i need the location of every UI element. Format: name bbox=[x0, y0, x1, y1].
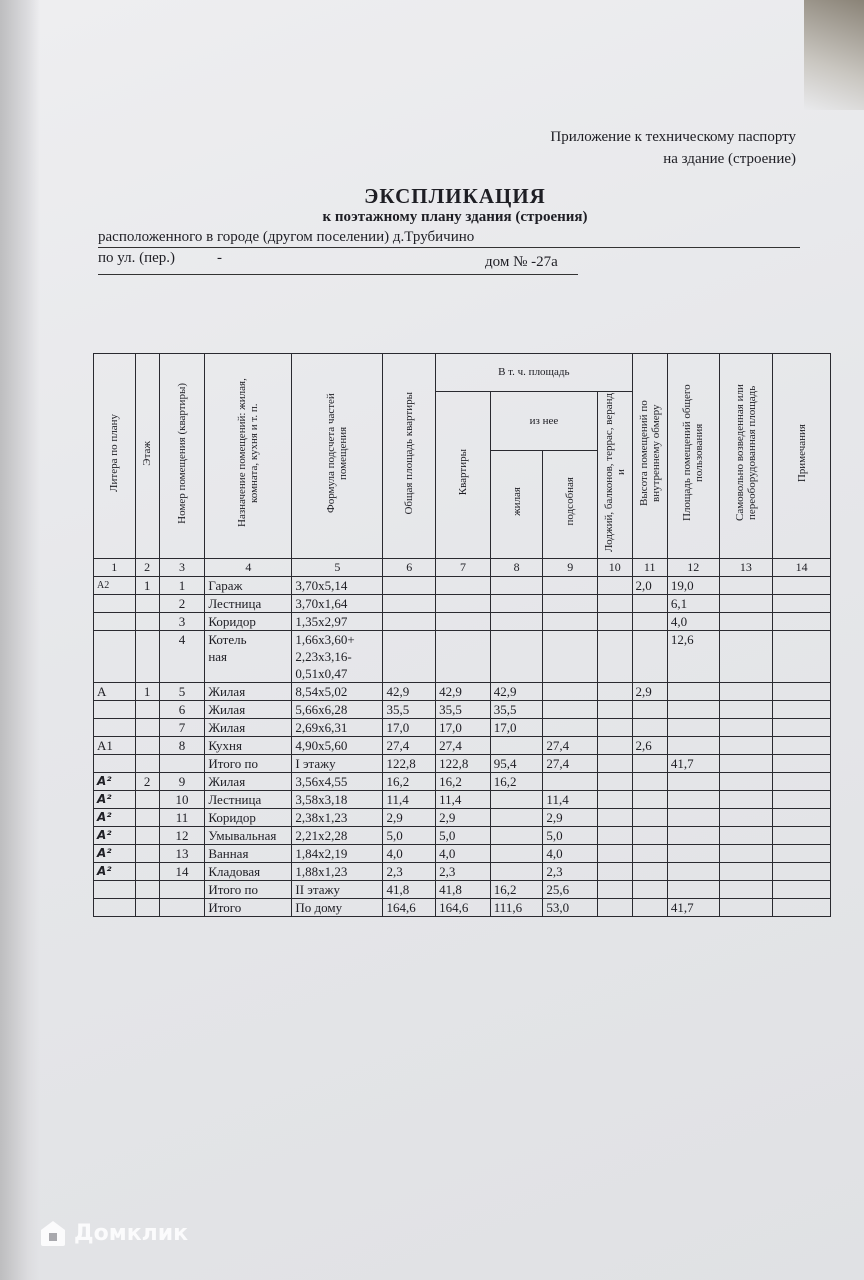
cell-apartment-area: 16,2 bbox=[436, 773, 491, 791]
cell-apartment-area: 35,5 bbox=[436, 701, 491, 719]
cell-apartment-area: 164,6 bbox=[436, 899, 491, 917]
table-row bbox=[94, 577, 831, 595]
cell-height bbox=[632, 881, 667, 899]
cell-room-number: 4 bbox=[159, 631, 205, 683]
cell-loggia-area bbox=[598, 863, 632, 881]
col-header-litera: Литера по плану bbox=[94, 354, 136, 559]
cell-notes bbox=[773, 755, 831, 773]
cell-apartment-area: 4,0 bbox=[436, 845, 491, 863]
cell-formula: 1,88х1,23 bbox=[292, 863, 383, 881]
col-header-room: Номер помещения (квартиры) bbox=[159, 354, 205, 559]
cell-auxiliary-area: 11,4 bbox=[543, 791, 598, 809]
cell-unauthorized bbox=[719, 791, 773, 809]
cell-height bbox=[632, 755, 667, 773]
table-row bbox=[94, 595, 831, 613]
cell-notes bbox=[773, 701, 831, 719]
cell-auxiliary-area bbox=[543, 613, 598, 631]
cell-apartment-area bbox=[436, 577, 491, 595]
cell-formula: 4,90х5,60 bbox=[292, 737, 383, 755]
cell-floor bbox=[135, 899, 159, 917]
cell-formula: 5,66х6,28 bbox=[292, 701, 383, 719]
table-row bbox=[94, 809, 831, 827]
table-row bbox=[94, 683, 831, 701]
col-header-common-area: Площадь помещений общего пользования bbox=[667, 354, 719, 559]
cell-formula: 8,54х5,02 bbox=[292, 683, 383, 701]
cell-purpose: Коридор bbox=[205, 613, 292, 631]
cell-apartment-area: 2,9 bbox=[436, 809, 491, 827]
cell-common-area bbox=[667, 881, 719, 899]
col-header-subgroup: из нее bbox=[490, 392, 597, 451]
cell-auxiliary-area bbox=[543, 631, 598, 683]
cell-living-area: 42,9 bbox=[490, 683, 543, 701]
cell-formula: 1,35х2,97 bbox=[292, 613, 383, 631]
cell-loggia-area bbox=[598, 881, 632, 899]
table-row bbox=[94, 701, 831, 719]
cell-common-area bbox=[667, 683, 719, 701]
cell-unauthorized bbox=[719, 809, 773, 827]
cell-common-area bbox=[667, 719, 719, 737]
cell-total-area: 4,0 bbox=[383, 845, 436, 863]
cell-purpose: Лестница bbox=[205, 791, 292, 809]
cell-total-area: 2,3 bbox=[383, 863, 436, 881]
cell-total-area: 41,8 bbox=[383, 881, 436, 899]
cell-litera: А2 bbox=[94, 577, 136, 595]
table-row bbox=[94, 899, 831, 917]
cell-room-number: 12 bbox=[159, 827, 205, 845]
cell-unauthorized bbox=[719, 683, 773, 701]
cell-total-area: 5,0 bbox=[383, 827, 436, 845]
cell-common-area bbox=[667, 809, 719, 827]
cell-height bbox=[632, 791, 667, 809]
col-header-loggia: Лоджий, балконов, террас, веранд и bbox=[598, 392, 632, 559]
cell-auxiliary-area bbox=[543, 595, 598, 613]
cell-notes bbox=[773, 613, 831, 631]
cell-living-area bbox=[490, 577, 543, 595]
cell-total-area: 2,9 bbox=[383, 809, 436, 827]
cell-common-area bbox=[667, 791, 719, 809]
cell-notes bbox=[773, 595, 831, 613]
cell-purpose: Жилая bbox=[205, 719, 292, 737]
cell-auxiliary-area bbox=[543, 719, 598, 737]
cell-living-area: 111,6 bbox=[490, 899, 543, 917]
cell-total-area bbox=[383, 577, 436, 595]
explication-table bbox=[93, 353, 831, 917]
cell-auxiliary-area bbox=[543, 701, 598, 719]
cell-formula: 3,58х3,18 bbox=[292, 791, 383, 809]
table-row bbox=[94, 881, 831, 899]
cell-room-number: 10 bbox=[159, 791, 205, 809]
cell-unauthorized bbox=[719, 701, 773, 719]
cell-apartment-area: 2,3 bbox=[436, 863, 491, 881]
table-row bbox=[94, 827, 831, 845]
cell-common-area bbox=[667, 701, 719, 719]
house-number: дом № -27а bbox=[485, 254, 558, 270]
cell-litera: А² bbox=[94, 773, 136, 791]
cell-formula: 3,70х1,64 bbox=[292, 595, 383, 613]
cell-notes bbox=[773, 881, 831, 899]
cell-common-area: 19,0 bbox=[667, 577, 719, 595]
cell-litera bbox=[94, 631, 136, 683]
cell-auxiliary-area: 4,0 bbox=[543, 845, 598, 863]
cell-apartment-area: 27,4 bbox=[436, 737, 491, 755]
cell-purpose: Гараж bbox=[205, 577, 292, 595]
cell-notes bbox=[773, 719, 831, 737]
col-header-height: Высота помещений по внутреннему обмеру bbox=[632, 354, 667, 559]
cell-apartment-area: 5,0 bbox=[436, 827, 491, 845]
cell-living-area: 16,2 bbox=[490, 773, 543, 791]
cell-room-number: 9 bbox=[159, 773, 205, 791]
cell-loggia-area bbox=[598, 773, 632, 791]
cell-living-area: 95,4 bbox=[490, 755, 543, 773]
cell-formula: I этажу bbox=[292, 755, 383, 773]
cell-notes bbox=[773, 683, 831, 701]
cell-total-area bbox=[383, 631, 436, 683]
cell-loggia-area bbox=[598, 613, 632, 631]
cell-unauthorized bbox=[719, 845, 773, 863]
cell-unauthorized bbox=[719, 613, 773, 631]
cell-formula: 3,70х5,14 bbox=[292, 577, 383, 595]
cell-common-area bbox=[667, 773, 719, 791]
cell-height bbox=[632, 863, 667, 881]
cell-notes bbox=[773, 737, 831, 755]
cell-purpose: Жилая bbox=[205, 701, 292, 719]
cell-floor bbox=[135, 809, 159, 827]
table-row bbox=[94, 791, 831, 809]
column-numbers-row: 1 2 3 4 5 6 7 8 9 10 11 12 13 14 bbox=[94, 559, 831, 577]
col-header-unauthorized: Самовольно возведенная или переоборудованная площадь bbox=[719, 354, 773, 559]
cell-room-number bbox=[159, 755, 205, 773]
cell-height bbox=[632, 845, 667, 863]
cell-total-area: 42,9 bbox=[383, 683, 436, 701]
cell-purpose: Лестница bbox=[205, 595, 292, 613]
cell-loggia-area bbox=[598, 701, 632, 719]
cell-room-number: 13 bbox=[159, 845, 205, 863]
cell-height bbox=[632, 719, 667, 737]
cell-living-area: 17,0 bbox=[490, 719, 543, 737]
cell-loggia-area bbox=[598, 683, 632, 701]
table-row bbox=[94, 613, 831, 631]
cell-notes bbox=[773, 845, 831, 863]
appendix-note bbox=[550, 126, 796, 170]
cell-total-area: 27,4 bbox=[383, 737, 436, 755]
domclick-watermark bbox=[38, 1218, 188, 1248]
cell-litera bbox=[94, 595, 136, 613]
cell-room-number: 11 bbox=[159, 809, 205, 827]
cell-total-area: 17,0 bbox=[383, 719, 436, 737]
cell-height bbox=[632, 701, 667, 719]
cell-height bbox=[632, 613, 667, 631]
cell-unauthorized bbox=[719, 827, 773, 845]
cell-living-area bbox=[490, 863, 543, 881]
cell-common-area: 41,7 bbox=[667, 755, 719, 773]
cell-living-area bbox=[490, 809, 543, 827]
cell-litera bbox=[94, 613, 136, 631]
cell-living-area bbox=[490, 595, 543, 613]
cell-living-area bbox=[490, 827, 543, 845]
cell-litera: А bbox=[94, 683, 136, 701]
cell-height: 2,0 bbox=[632, 577, 667, 595]
cell-total-area: 11,4 bbox=[383, 791, 436, 809]
cell-height bbox=[632, 899, 667, 917]
col-header-group: В т. ч. площадь bbox=[436, 354, 632, 392]
table-row bbox=[94, 863, 831, 881]
cell-loggia-area bbox=[598, 791, 632, 809]
cell-litera: А² bbox=[94, 845, 136, 863]
cell-living-area bbox=[490, 737, 543, 755]
page-corner bbox=[804, 0, 864, 110]
cell-floor bbox=[135, 863, 159, 881]
cell-common-area bbox=[667, 845, 719, 863]
cell-purpose: Жилая bbox=[205, 773, 292, 791]
page-subtitle: к поэтажному плану здания (строения) bbox=[322, 209, 588, 225]
cell-notes bbox=[773, 773, 831, 791]
table-row bbox=[94, 719, 831, 737]
cell-living-area bbox=[490, 631, 543, 683]
cell-height bbox=[632, 595, 667, 613]
cell-room-number: 2 bbox=[159, 595, 205, 613]
cell-common-area: 12,6 bbox=[667, 631, 719, 683]
cell-auxiliary-area: 25,6 bbox=[543, 881, 598, 899]
appendix-line-1: Приложение к техническому паспорту bbox=[550, 129, 796, 145]
cell-height: 2,9 bbox=[632, 683, 667, 701]
cell-floor bbox=[135, 719, 159, 737]
col-header-apartment: Квартиры bbox=[436, 392, 491, 559]
cell-auxiliary-area bbox=[543, 683, 598, 701]
cell-loggia-area bbox=[598, 755, 632, 773]
cell-floor bbox=[135, 595, 159, 613]
cell-formula: 3,56х4,55 bbox=[292, 773, 383, 791]
table-row bbox=[94, 773, 831, 791]
cell-notes bbox=[773, 809, 831, 827]
cell-litera bbox=[94, 701, 136, 719]
table-body bbox=[94, 577, 831, 917]
cell-room-number bbox=[159, 881, 205, 899]
cell-floor: 1 bbox=[135, 577, 159, 595]
cell-room-number bbox=[159, 899, 205, 917]
cell-formula: 2,69х6,31 bbox=[292, 719, 383, 737]
cell-total-area: 122,8 bbox=[383, 755, 436, 773]
cell-loggia-area bbox=[598, 631, 632, 683]
cell-litera bbox=[94, 755, 136, 773]
cell-unauthorized bbox=[719, 631, 773, 683]
cell-height bbox=[632, 809, 667, 827]
cell-room-number: 1 bbox=[159, 577, 205, 595]
cell-total-area: 35,5 bbox=[383, 701, 436, 719]
col-header-floor: Этаж bbox=[135, 354, 159, 559]
cell-unauthorized bbox=[719, 577, 773, 595]
cell-living-area bbox=[490, 613, 543, 631]
cell-apartment-area: 122,8 bbox=[436, 755, 491, 773]
cell-loggia-area bbox=[598, 809, 632, 827]
cell-common-area: 6,1 bbox=[667, 595, 719, 613]
page-title: ЭКСПЛИКАЦИЯ bbox=[364, 184, 546, 208]
cell-floor bbox=[135, 791, 159, 809]
cell-loggia-area bbox=[598, 827, 632, 845]
cell-loggia-area bbox=[598, 595, 632, 613]
cell-purpose: Итого bbox=[205, 899, 292, 917]
cell-living-area: 35,5 bbox=[490, 701, 543, 719]
table-row bbox=[94, 845, 831, 863]
cell-auxiliary-area: 5,0 bbox=[543, 827, 598, 845]
cell-auxiliary-area: 53,0 bbox=[543, 899, 598, 917]
cell-total-area bbox=[383, 595, 436, 613]
cell-floor: 1 bbox=[135, 683, 159, 701]
cell-loggia-area bbox=[598, 737, 632, 755]
cell-floor bbox=[135, 881, 159, 899]
cell-height bbox=[632, 631, 667, 683]
cell-litera: А² bbox=[94, 809, 136, 827]
cell-notes bbox=[773, 863, 831, 881]
cell-notes bbox=[773, 827, 831, 845]
cell-apartment-area bbox=[436, 631, 491, 683]
cell-litera: А² bbox=[94, 827, 136, 845]
cell-unauthorized bbox=[719, 719, 773, 737]
cell-room-number: 14 bbox=[159, 863, 205, 881]
cell-formula: По дому bbox=[292, 899, 383, 917]
cell-total-area: 164,6 bbox=[383, 899, 436, 917]
cell-floor bbox=[135, 631, 159, 683]
cell-living-area: 16,2 bbox=[490, 881, 543, 899]
cell-auxiliary-area: 2,3 bbox=[543, 863, 598, 881]
cell-unauthorized bbox=[719, 595, 773, 613]
cell-unauthorized bbox=[719, 737, 773, 755]
cell-auxiliary-area bbox=[543, 773, 598, 791]
cell-floor bbox=[135, 613, 159, 631]
table-row bbox=[94, 631, 831, 683]
cell-loggia-area bbox=[598, 899, 632, 917]
cell-auxiliary-area: 2,9 bbox=[543, 809, 598, 827]
cell-purpose: Кладовая bbox=[205, 863, 292, 881]
cell-height bbox=[632, 773, 667, 791]
cell-apartment-area: 41,8 bbox=[436, 881, 491, 899]
cell-purpose: Жилая bbox=[205, 683, 292, 701]
cell-common-area bbox=[667, 863, 719, 881]
cell-auxiliary-area: 27,4 bbox=[543, 755, 598, 773]
cell-purpose: Ванная bbox=[205, 845, 292, 863]
cell-auxiliary-area: 27,4 bbox=[543, 737, 598, 755]
cell-litera: А² bbox=[94, 791, 136, 809]
cell-purpose: Умывальная bbox=[205, 827, 292, 845]
cell-litera bbox=[94, 881, 136, 899]
cell-unauthorized bbox=[719, 863, 773, 881]
location-line: расположенного в городе (другом поселении) д.Трубичино bbox=[98, 229, 800, 248]
cell-notes bbox=[773, 631, 831, 683]
cell-living-area bbox=[490, 791, 543, 809]
cell-common-area bbox=[667, 827, 719, 845]
cell-room-number: 5 bbox=[159, 683, 205, 701]
cell-notes bbox=[773, 577, 831, 595]
cell-height: 2,6 bbox=[632, 737, 667, 755]
table-row bbox=[94, 755, 831, 773]
cell-loggia-area bbox=[598, 845, 632, 863]
cell-litera: А² bbox=[94, 863, 136, 881]
cell-purpose: Итого по bbox=[205, 881, 292, 899]
cell-common-area: 41,7 bbox=[667, 899, 719, 917]
col-header-purpose: Назначение помещений: жилая, комната, кухня и т. п. bbox=[205, 354, 292, 559]
cell-height bbox=[632, 827, 667, 845]
cell-formula: 2,38х1,23 bbox=[292, 809, 383, 827]
col-header-formula: Формула подсчета частей помещения bbox=[292, 354, 383, 559]
cell-apartment-area bbox=[436, 613, 491, 631]
cell-apartment-area: 42,9 bbox=[436, 683, 491, 701]
cell-notes bbox=[773, 899, 831, 917]
cell-notes bbox=[773, 791, 831, 809]
cell-room-number: 8 bbox=[159, 737, 205, 755]
col-header-auxiliary: подсобная bbox=[543, 451, 598, 559]
cell-purpose: Котель ная bbox=[205, 631, 292, 683]
cell-floor bbox=[135, 737, 159, 755]
cell-apartment-area: 11,4 bbox=[436, 791, 491, 809]
cell-loggia-area bbox=[598, 719, 632, 737]
street-label: по ул. (пер.) bbox=[98, 250, 176, 266]
cell-litera bbox=[94, 899, 136, 917]
cell-unauthorized bbox=[719, 881, 773, 899]
cell-purpose: Кухня bbox=[205, 737, 292, 755]
house-icon bbox=[38, 1218, 68, 1248]
col-header-total-area: Общая площадь квартиры bbox=[383, 354, 436, 559]
street-value: - bbox=[217, 250, 222, 266]
cell-floor: 2 bbox=[135, 773, 159, 791]
cell-room-number: 3 bbox=[159, 613, 205, 631]
col-header-living: жилая bbox=[490, 451, 543, 559]
underline bbox=[98, 274, 578, 275]
cell-auxiliary-area bbox=[543, 577, 598, 595]
cell-room-number: 7 bbox=[159, 719, 205, 737]
col-header-notes: Примечания bbox=[773, 354, 831, 559]
cell-formula: II этажу bbox=[292, 881, 383, 899]
table-row bbox=[94, 737, 831, 755]
cell-total-area: 16,2 bbox=[383, 773, 436, 791]
cell-litera bbox=[94, 719, 136, 737]
cell-floor bbox=[135, 755, 159, 773]
cell-unauthorized bbox=[719, 773, 773, 791]
cell-formula: 2,21х2,28 bbox=[292, 827, 383, 845]
cell-floor bbox=[135, 827, 159, 845]
cell-purpose: Коридор bbox=[205, 809, 292, 827]
cell-total-area bbox=[383, 613, 436, 631]
cell-unauthorized bbox=[719, 755, 773, 773]
cell-formula: 1,66х3,60+ 2,23х3,16- 0,51х0,47 bbox=[292, 631, 383, 683]
cell-common-area: 4,0 bbox=[667, 613, 719, 631]
cell-living-area bbox=[490, 845, 543, 863]
cell-purpose: Итого по bbox=[205, 755, 292, 773]
cell-floor bbox=[135, 701, 159, 719]
cell-unauthorized bbox=[719, 899, 773, 917]
cell-loggia-area bbox=[598, 577, 632, 595]
cell-litera: А1 bbox=[94, 737, 136, 755]
watermark-text: Домклик bbox=[74, 1220, 189, 1246]
cell-formula: 1,84х2,19 bbox=[292, 845, 383, 863]
cell-common-area bbox=[667, 737, 719, 755]
cell-floor bbox=[135, 845, 159, 863]
cell-apartment-area: 17,0 bbox=[436, 719, 491, 737]
appendix-line-2: на здание (строение) bbox=[663, 151, 796, 167]
cell-apartment-area bbox=[436, 595, 491, 613]
cell-room-number: 6 bbox=[159, 701, 205, 719]
